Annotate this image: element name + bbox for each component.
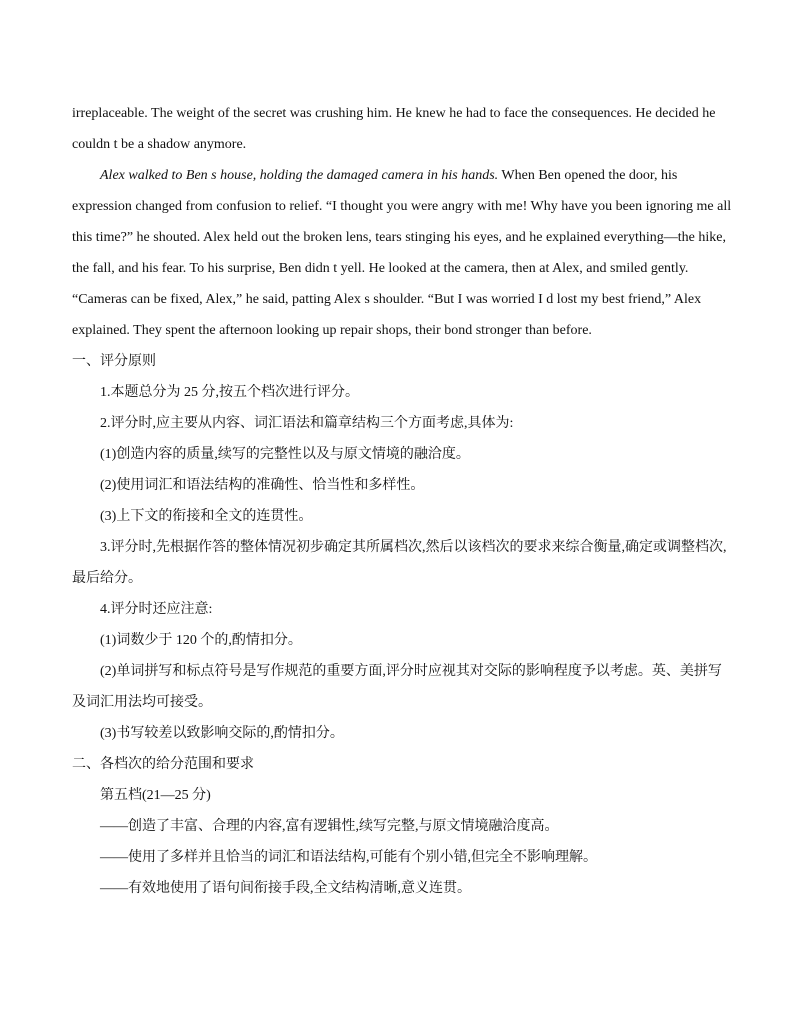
story-line: explained. They spent the afternoon looking up repair shops, their bond stronger than before. — [72, 323, 592, 338]
principle-item-continued: 最后给分。 — [72, 571, 142, 586]
story-line: “Cameras can be fixed, Alex,” he said, patting Alex s shoulder. “But I was worried I d lost my best friend,” Alex — [72, 292, 702, 307]
principle-subitem: (2)单词拼写和标点符号是写作规范的重要方面,评分时应视其对交际的影响程度予以考虑。英、美拼写 — [100, 664, 722, 679]
level-requirement: ——创造了丰富、合理的内容,富有逻辑性,续写完整,与原文情境融洽度高。 — [100, 819, 559, 834]
story-paragraph-start — [72, 165, 728, 196]
principle-subitem: (2)使用词汇和语法结构的准确性、恰当性和多样性。 — [100, 478, 425, 493]
story-line: expression changed from confusion to relief. “I thought you were angry with me! Why have you been ignoring me all — [72, 199, 732, 214]
story-line: couldn t be a shadow anymore. — [72, 137, 247, 152]
story-text: When Ben opened the door, his — [498, 168, 678, 183]
level-title: 第五档(21—25 分) — [100, 788, 211, 803]
story-line: irreplaceable. The weight of the secret was crushing him. He knew he had to face the consequences. He decided he — [72, 106, 716, 121]
principle-subitem: (1)词数少于 120 个的,酌情扣分。 — [100, 633, 302, 648]
principle-subitem-continued: 及词汇用法均可接受。 — [72, 695, 212, 710]
story-line: the fall, and his fear. To his surprise, Ben didn t yell. He looked at the camera, then at Alex, and smiled gently. — [72, 261, 689, 276]
principle-subitem: (1)创造内容的质量,续写的完整性以及与原文情境的融洽度。 — [100, 447, 470, 462]
story-line: this time?” he shouted. Alex held out the broken lens, tears stinging his eyes, and he explained everything—the hike, — [72, 230, 726, 245]
principle-item: 3.评分时,先根据作答的整体情况初步确定其所属档次,然后以该档次的要求来综合衡量,确定或调整档次, — [100, 540, 727, 555]
principle-subitem: (3)书写较差以致影响交际的,酌情扣分。 — [100, 726, 344, 741]
levels-heading: 二、各档次的给分范围和要求 — [72, 757, 254, 772]
story-italic-sentence: Alex walked to Ben s house, holding the damaged camera in his hands. — [100, 168, 499, 183]
principles-heading: 一、评分原则 — [72, 354, 156, 369]
principle-item: 1.本题总分为 25 分,按五个档次进行评分。 — [100, 385, 359, 400]
level-requirement: ——使用了多样并且恰当的词汇和语法结构,可能有个别小错,但完全不影响理解。 — [100, 850, 597, 865]
principle-item: 4.评分时还应注意: — [100, 602, 213, 617]
principle-item: 2.评分时,应主要从内容、词汇语法和篇章结构三个方面考虑,具体为: — [100, 416, 514, 431]
principle-subitem: (3)上下文的衔接和全文的连贯性。 — [100, 509, 313, 524]
level-requirement: ——有效地使用了语句间衔接手段,全文结构清晰,意义连贯。 — [100, 881, 471, 896]
